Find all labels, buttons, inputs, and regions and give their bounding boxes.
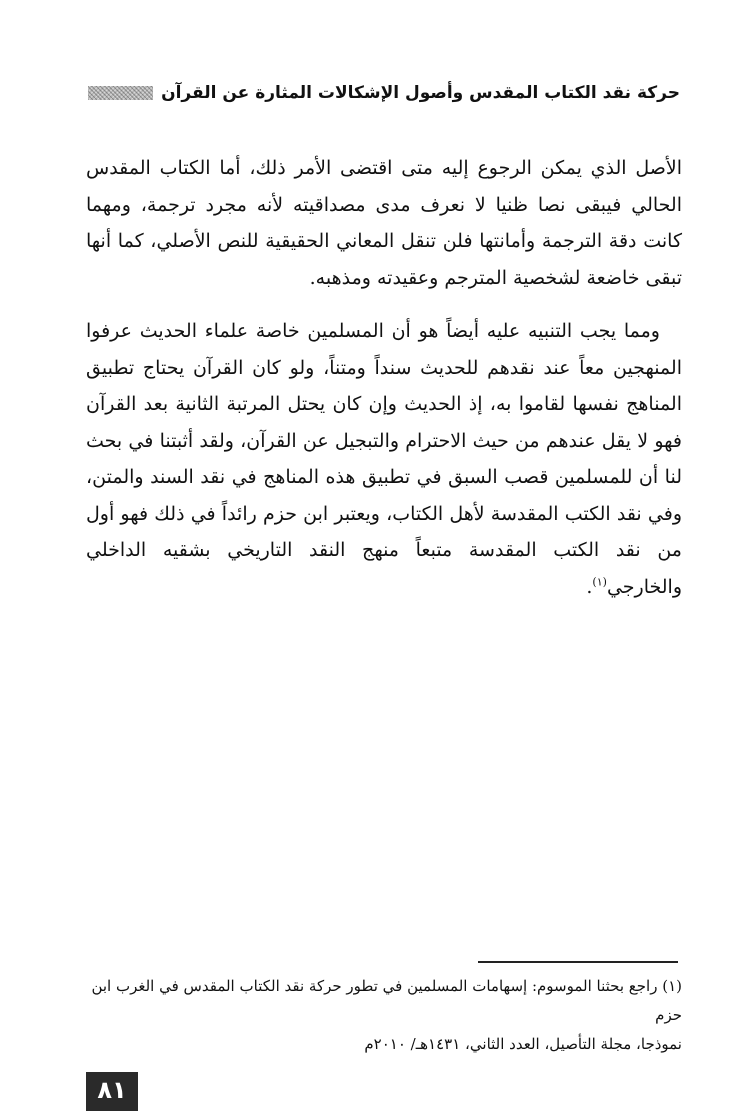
footnote-line-1: (١) راجع بحثنا الموسوم: إسهامات المسلمين في تطور حركة نقد الكتاب المقدس في الغرب ابن حزم: [91, 977, 682, 1024]
paragraph-2-end: .: [586, 575, 593, 598]
main-text: [86, 150, 682, 605]
footnote-line-2: نموذجا، مجلة التأصيل، العدد الثاني، ١٤٣١هـ/ ٢٠١٠م: [364, 1035, 682, 1053]
page-number: ٨١: [86, 1072, 138, 1111]
running-header: [88, 80, 680, 106]
footnote-divider: [478, 961, 678, 963]
footnote: [86, 972, 682, 1059]
paragraph-2: [86, 313, 682, 605]
header-decorative-bar: [88, 86, 153, 100]
footnote-reference[interactable]: (١): [592, 575, 607, 589]
paragraph-2-text: ومما يجب التنبيه عليه أيضاً هو أن المسلمين خاصة علماء الحديث عرفوا المنهجين معاً عند نقدهم للحديث سنداً ومتناً، ولو كان القرآن يحتاج تطبيق المناهج نفسها لقاموا به، إذ الحديث وإن كان يحتل المرتبة الثانية بعد القرآن فهو لا يقل عندهم من حيث الاحترام والتبجيل عن القرآن، ولقد أثبتنا في بحث لنا أن للمسلمين قصب السبق في تطبيق هذه المناهج في نقد السند والمتن، وفي نقد الكتب المقدسة لأهل الكتاب، ويعتبر ابن حزم رائداً في ذلك فهو أول من نقد الكتب المقدسة متبعاً منهج النقد التاريخي بشقيه الداخلي والخارجي: [86, 320, 682, 598]
paragraph-1: الأصل الذي يمكن الرجوع إليه متى اقتضى الأمر ذلك، أما الكتاب المقدس الحالي فيبقى نصا ظنيا لا نعرف مدى مصداقيته لأنه مجرد ترجمة، ومهما كانت دقة الترجمة وأمانتها فلن تنقل المعاني الحقيقية للنص الأصلي، كما أنها تبقى خاضعة لشخصية المترجم وعقيدته ومذهبه.: [86, 157, 682, 289]
header-title: حركة نقد الكتاب المقدس وأصول الإشكالات المثارة عن القرآن: [161, 83, 680, 103]
